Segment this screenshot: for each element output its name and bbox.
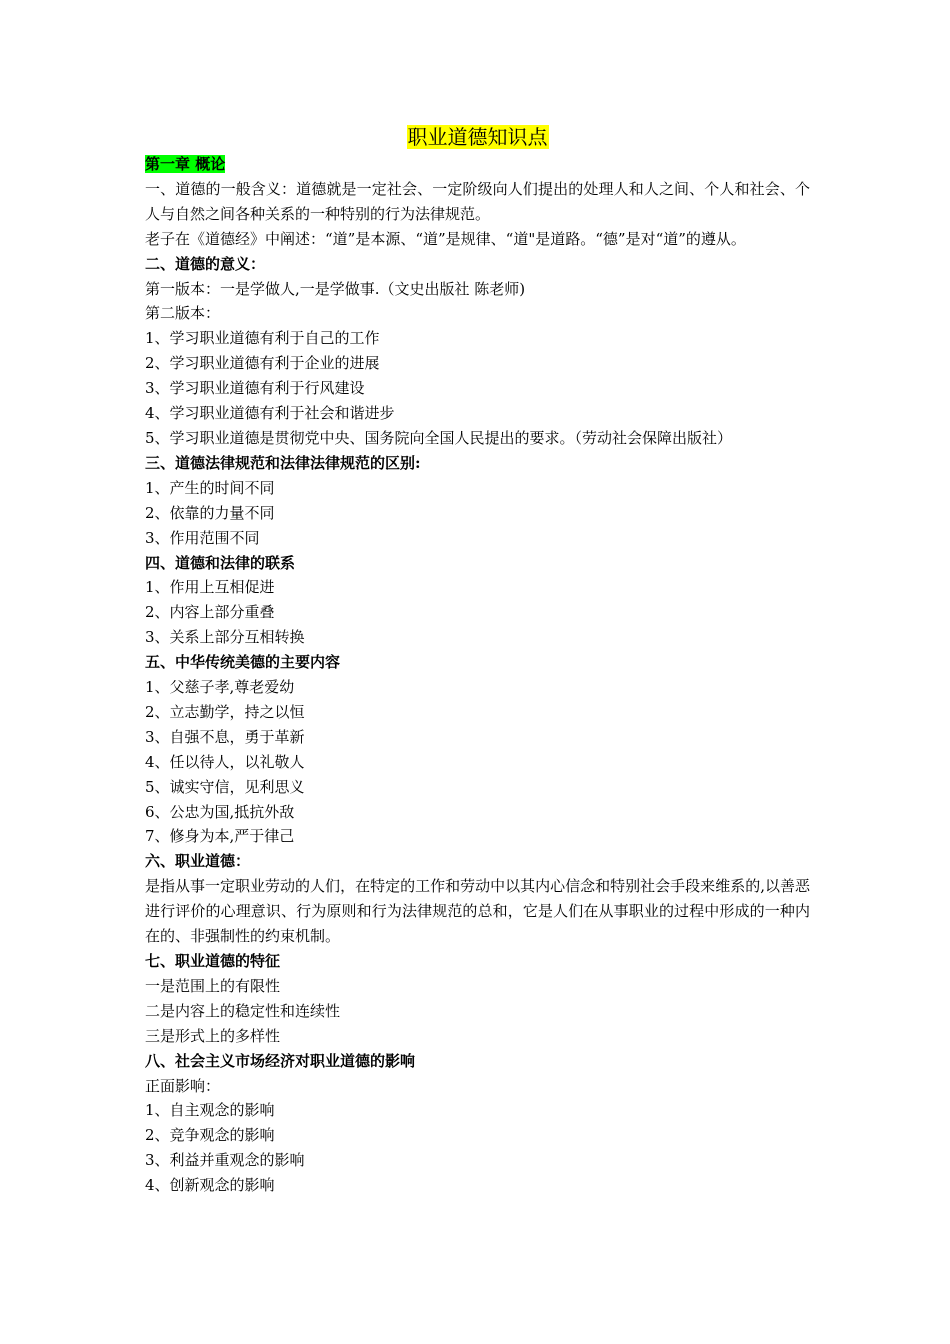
list-item: 4、创新观念的影响 — [145, 1176, 275, 1195]
list-item: 1、父慈子孝,尊老爱幼 — [145, 678, 295, 697]
list-item: 3、学习职业道德有利于行风建设 — [145, 379, 365, 398]
list-item: 一是范围上的有限性 — [145, 976, 281, 995]
list-item: 1、学习职业道德有利于自己的工作 — [145, 329, 380, 348]
chapter-heading: 第一章 概论 — [145, 155, 226, 173]
list-item: 2、竞争观念的影响 — [145, 1126, 275, 1145]
text-line: 第二版本： — [145, 304, 221, 323]
paragraph: 老子在《道德经》中阐述：“道”是本源、“道”是规律、“道"是道路。“德”是对“道”的遵从。 — [145, 229, 746, 248]
list-item: 6、公忠为国,抵抗外敌 — [145, 802, 295, 821]
list-item: 1、产生的时间不同 — [145, 478, 275, 497]
section-heading: 三、道德法律规范和法律法律规范的区别: — [145, 453, 421, 472]
list-item: 2、学习职业道德有利于企业的进展 — [145, 354, 380, 373]
list-item: 2、依靠的力量不同 — [145, 503, 275, 522]
list-item: 2、内容上部分重叠 — [145, 603, 275, 622]
list-item: 4、任以待人，以礼敬人 — [145, 752, 305, 771]
section-heading: 二、道德的意义： — [145, 254, 266, 273]
list-item: 3、利益并重观念的影响 — [145, 1151, 305, 1170]
list-item: 2、立志勤学，持之以恒 — [145, 702, 305, 721]
document-title: 职业道德知识点 — [407, 125, 548, 149]
paragraph: 一、道德的一般含义：道德就是一定社会、一定阶级向人们提出的处理人和人之间、个人和社会、个人与自然之间各种关系的一种特别的行为法律规范。 — [145, 179, 810, 223]
list-item: 3、作用范围不同 — [145, 528, 260, 547]
list-item: 5、诚实守信，见利思义 — [145, 777, 305, 796]
list-item: 5、学习职业道德是贯彻党中央、国务院向全国人民提出的要求。（劳动社会保障出版社） — [145, 428, 733, 447]
section-heading: 六、职业道德： — [145, 852, 251, 871]
list-item: 7、修身为本,严于律己 — [145, 827, 295, 846]
list-item: 3、自强不息，勇于革新 — [145, 727, 305, 746]
section-heading: 四、道德和法律的联系 — [145, 553, 296, 572]
list-item: 三是形式上的多样性 — [145, 1026, 281, 1045]
text-line: 正面影响： — [145, 1076, 221, 1095]
list-item: 4、学习职业道德有利于社会和谐进步 — [145, 404, 395, 423]
text-line: 第一版本：一是学做人,一是学做事.（文史出版社 陈老师) — [145, 279, 526, 298]
paragraph: 是指从事一定职业劳动的人们，在特定的工作和劳动中以其内心信念和特别社会手段来维系的,以善恶进行评价的心理意识、行为原则和行为法律规范的总和，它是人们在从事职业的过程中形成的一种内在的、非强制性的约束机制。 — [145, 877, 810, 946]
list-item: 1、作用上互相促进 — [145, 578, 275, 597]
list-item: 二是内容上的稳定性和连续性 — [145, 1001, 341, 1020]
list-item: 3、关系上部分互相转换 — [145, 628, 305, 647]
list-item: 1、自主观念的影响 — [145, 1101, 275, 1120]
section-heading: 七、职业道德的特征 — [145, 952, 281, 970]
section-heading: 五、中华传统美德的主要内容 — [145, 653, 341, 672]
document-page — [145, 122, 810, 1198]
section-heading: 八、社会主义市场经济对职业道德的影响 — [145, 1051, 416, 1070]
